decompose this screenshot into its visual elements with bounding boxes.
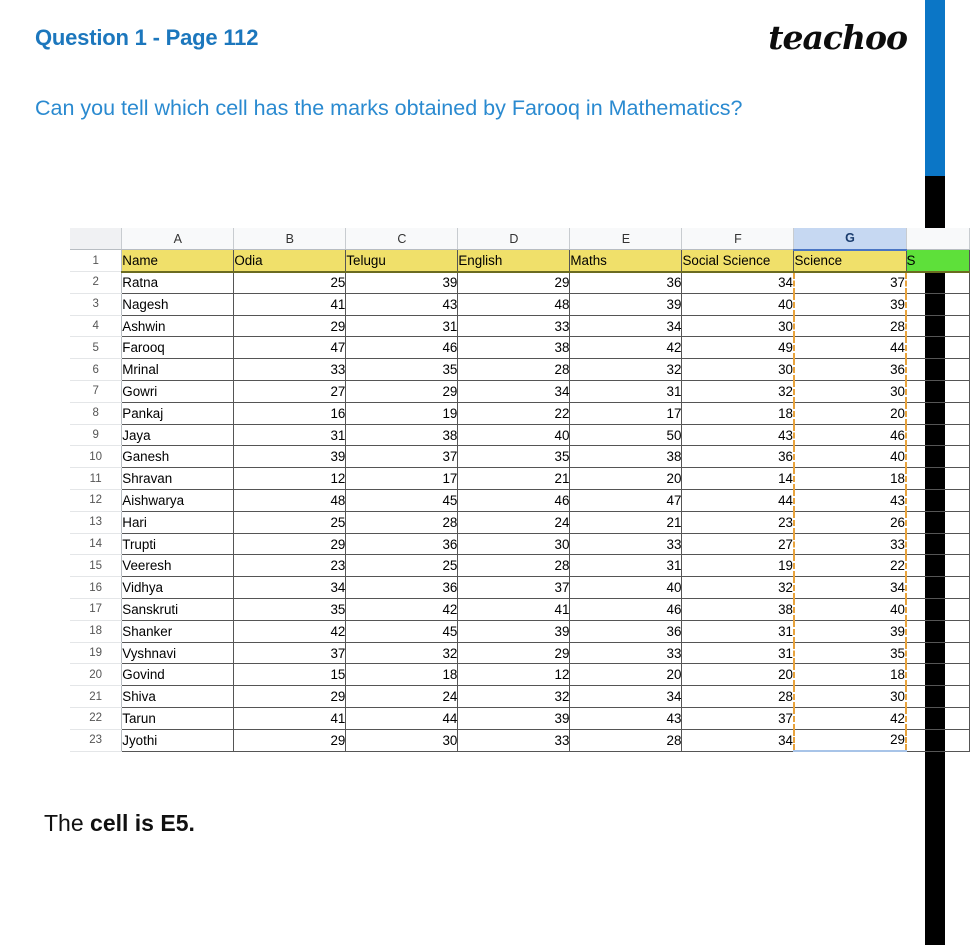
grid-cell[interactable]: 28 <box>458 555 570 577</box>
grid-cell[interactable]: 36 <box>570 272 682 294</box>
grid-cell[interactable]: 46 <box>570 599 682 621</box>
table-row <box>70 686 970 708</box>
grid-cell[interactable]: 26 <box>794 511 906 533</box>
grid-cell[interactable]: 17 <box>570 402 682 424</box>
table-row <box>70 337 970 359</box>
grid-cell[interactable]: Mrinal <box>122 359 234 381</box>
column-header-f[interactable]: F <box>682 228 794 250</box>
grid-cell[interactable]: 31 <box>682 620 794 642</box>
grid-cell[interactable] <box>906 315 970 337</box>
grid-cell[interactable]: 28 <box>458 359 570 381</box>
grid-cell[interactable]: 34 <box>458 381 570 403</box>
grid-cell[interactable]: 15 <box>234 664 346 686</box>
table-row <box>70 402 970 424</box>
grid-cell[interactable]: 43 <box>682 424 794 446</box>
table-row <box>70 490 970 512</box>
grid-cell[interactable]: 20 <box>682 664 794 686</box>
grid-cell[interactable]: 30 <box>682 315 794 337</box>
row-number[interactable]: 19 <box>70 642 122 664</box>
grid-cell[interactable]: 34 <box>682 272 794 294</box>
grid-cell[interactable]: 33 <box>570 642 682 664</box>
grid-cell[interactable]: 38 <box>458 337 570 359</box>
grid-cell[interactable]: 25 <box>234 272 346 294</box>
grid-cell[interactable]: 45 <box>346 490 458 512</box>
grid-cell[interactable]: Tarun <box>122 708 234 730</box>
grid-cell[interactable]: 46 <box>458 490 570 512</box>
grid-cell[interactable]: 18 <box>794 468 906 490</box>
teachoo-logo: teachoo <box>768 18 907 57</box>
grid-cell[interactable] <box>906 468 970 490</box>
grid-cell[interactable]: 33 <box>794 533 906 555</box>
grid-cell[interactable]: 27 <box>682 533 794 555</box>
grid-cell[interactable]: 35 <box>794 642 906 664</box>
table-row <box>70 359 970 381</box>
grid-cell[interactable]: Jaya <box>122 424 234 446</box>
grid-cell[interactable]: 29 <box>234 315 346 337</box>
grid-cell[interactable] <box>906 337 970 359</box>
grid-cell[interactable]: Gowri <box>122 381 234 403</box>
grid-cell[interactable] <box>906 511 970 533</box>
grid-cell[interactable]: 22 <box>794 555 906 577</box>
table-row <box>70 642 970 664</box>
grid-cell[interactable]: Shravan <box>122 468 234 490</box>
select-all-corner[interactable] <box>70 228 122 250</box>
grid-cell[interactable]: 42 <box>234 620 346 642</box>
grid-cell[interactable] <box>906 446 970 468</box>
answer-prefix: The <box>44 810 91 836</box>
row-number[interactable]: 14 <box>70 533 122 555</box>
grid-cell[interactable] <box>906 533 970 555</box>
grid-cell[interactable]: 27 <box>234 381 346 403</box>
grid-cell[interactable]: 42 <box>570 337 682 359</box>
grid-cell[interactable]: 34 <box>234 577 346 599</box>
table-row <box>70 664 970 686</box>
grid-cell[interactable]: 18 <box>682 402 794 424</box>
spreadsheet-table <box>70 228 970 752</box>
grid-cell[interactable]: 30 <box>682 359 794 381</box>
row-number[interactable]: 4 <box>70 315 122 337</box>
grid-cell[interactable]: 35 <box>458 446 570 468</box>
grid-cell[interactable] <box>906 293 970 315</box>
row-number[interactable]: 23 <box>70 729 122 751</box>
table-row <box>70 381 970 403</box>
grid-cell[interactable]: 29 <box>794 729 906 751</box>
column-header-e[interactable]: E <box>570 228 682 250</box>
grid-cell[interactable]: 44 <box>682 490 794 512</box>
grid-cell[interactable]: 35 <box>234 599 346 621</box>
grid-cell[interactable]: 36 <box>682 446 794 468</box>
row-number[interactable]: 7 <box>70 381 122 403</box>
grid-cell[interactable] <box>906 599 970 621</box>
grid-cell[interactable]: 28 <box>794 315 906 337</box>
column-header-row <box>70 228 970 250</box>
grid-cell[interactable]: 21 <box>570 511 682 533</box>
table-row <box>70 315 970 337</box>
grid-cell[interactable]: 34 <box>570 686 682 708</box>
grid-cell[interactable]: 23 <box>234 555 346 577</box>
column-title-cell[interactable]: Name <box>122 250 234 272</box>
column-title-cell[interactable]: Science <box>794 250 906 272</box>
table-row <box>70 272 970 294</box>
answer-emphasis: cell is E5. <box>90 810 195 836</box>
grid-cell[interactable]: 43 <box>794 490 906 512</box>
column-header-b[interactable]: B <box>234 228 346 250</box>
grid-cell[interactable]: 45 <box>346 620 458 642</box>
grid-cell[interactable]: 39 <box>458 708 570 730</box>
grid-cell[interactable]: 39 <box>346 272 458 294</box>
grid-cell[interactable]: 34 <box>570 315 682 337</box>
grid-cell[interactable] <box>906 402 970 424</box>
grid-cell[interactable]: Hari <box>122 511 234 533</box>
grid-cell[interactable]: 29 <box>234 686 346 708</box>
grid-cell[interactable] <box>906 577 970 599</box>
grid-cell[interactable]: Jyothi <box>122 729 234 751</box>
grid-cell[interactable]: 40 <box>794 599 906 621</box>
grid-cell[interactable] <box>906 424 970 446</box>
grid-cell[interactable]: Trupti <box>122 533 234 555</box>
grid-cell[interactable]: Ratna <box>122 272 234 294</box>
column-title-cell[interactable]: Social Science <box>682 250 794 272</box>
table-row <box>70 446 970 468</box>
grid-cell[interactable]: 37 <box>234 642 346 664</box>
grid-cell[interactable]: 39 <box>794 620 906 642</box>
grid-cell[interactable]: 32 <box>570 359 682 381</box>
grid-cell[interactable]: 41 <box>234 708 346 730</box>
right-edge-blue-bar <box>925 0 945 176</box>
grid-cell[interactable]: 36 <box>346 533 458 555</box>
grid-cell[interactable]: 37 <box>682 708 794 730</box>
grid-cell[interactable]: 31 <box>234 424 346 446</box>
grid-cell[interactable]: 14 <box>682 468 794 490</box>
grid-cell[interactable]: 43 <box>346 293 458 315</box>
grid-cell[interactable]: 39 <box>234 446 346 468</box>
grid-cell[interactable]: Vyshnavi <box>122 642 234 664</box>
grid-cell[interactable]: 22 <box>458 402 570 424</box>
grid-cell[interactable]: 37 <box>346 446 458 468</box>
grid-cell[interactable]: 29 <box>346 381 458 403</box>
grid-cell[interactable]: 33 <box>570 533 682 555</box>
grid-cell[interactable]: 33 <box>458 729 570 751</box>
row-number[interactable]: 21 <box>70 686 122 708</box>
grid-cell[interactable]: 47 <box>570 490 682 512</box>
row-number[interactable]: 16 <box>70 577 122 599</box>
grid-cell[interactable]: 36 <box>346 577 458 599</box>
row-number[interactable]: 15 <box>70 555 122 577</box>
grid-cell[interactable]: 34 <box>682 729 794 751</box>
column-title-cell[interactable]: Telugu <box>346 250 458 272</box>
table-row <box>70 577 970 599</box>
grid-cell[interactable] <box>906 490 970 512</box>
table-row <box>70 620 970 642</box>
grid-cell[interactable] <box>906 620 970 642</box>
row-number[interactable]: 5 <box>70 337 122 359</box>
grid-cell[interactable]: Veeresh <box>122 555 234 577</box>
grid-cell[interactable]: 40 <box>570 577 682 599</box>
grid-cell[interactable] <box>906 381 970 403</box>
grid-cell[interactable]: 42 <box>346 599 458 621</box>
table-row <box>70 424 970 446</box>
grid-cell[interactable] <box>906 664 970 686</box>
grid-cell[interactable]: 35 <box>346 359 458 381</box>
grid-cell[interactable]: Vidhya <box>122 577 234 599</box>
grid-cell[interactable]: Nagesh <box>122 293 234 315</box>
grid-cell[interactable]: 33 <box>458 315 570 337</box>
row-number[interactable]: 10 <box>70 446 122 468</box>
grid-cell[interactable]: Farooq <box>122 337 234 359</box>
column-title-cell[interactable]: S <box>906 250 970 272</box>
grid-cell[interactable]: 32 <box>682 381 794 403</box>
grid-cell[interactable]: 25 <box>234 511 346 533</box>
grid-cell[interactable]: 40 <box>458 424 570 446</box>
grid-cell[interactable]: 12 <box>458 664 570 686</box>
column-header-c[interactable]: C <box>346 228 458 250</box>
grid-cell[interactable]: 38 <box>570 446 682 468</box>
grid-cell[interactable]: 20 <box>570 468 682 490</box>
grid-cell[interactable]: 43 <box>570 708 682 730</box>
grid-cell[interactable]: 49 <box>682 337 794 359</box>
grid-cell[interactable]: 24 <box>458 511 570 533</box>
grid-cell[interactable]: 18 <box>794 664 906 686</box>
grid-cell[interactable]: 20 <box>570 664 682 686</box>
grid-cell[interactable]: 37 <box>458 577 570 599</box>
row-number[interactable]: 17 <box>70 599 122 621</box>
table-row <box>70 708 970 730</box>
row-number[interactable]: 11 <box>70 468 122 490</box>
row-number[interactable]: 13 <box>70 511 122 533</box>
grid-cell[interactable]: 39 <box>570 293 682 315</box>
grid-cell[interactable]: Pankaj <box>122 402 234 424</box>
grid-cell[interactable]: 24 <box>346 686 458 708</box>
row-number[interactable]: 20 <box>70 664 122 686</box>
grid-cell[interactable]: 38 <box>346 424 458 446</box>
row-number[interactable]: 8 <box>70 402 122 424</box>
grid-cell[interactable]: 25 <box>346 555 458 577</box>
grid-cell[interactable] <box>906 272 970 294</box>
grid-cell[interactable]: 28 <box>570 729 682 751</box>
grid-cell[interactable]: 44 <box>346 708 458 730</box>
table-row <box>70 511 970 533</box>
grid-cell[interactable]: 40 <box>682 293 794 315</box>
table-row <box>70 555 970 577</box>
column-title-cell[interactable]: English <box>458 250 570 272</box>
grid-cell[interactable]: 19 <box>346 402 458 424</box>
grid-cell[interactable]: 31 <box>682 642 794 664</box>
grid-cell[interactable]: 29 <box>458 642 570 664</box>
answer-text <box>44 810 195 837</box>
grid-cell[interactable] <box>906 642 970 664</box>
grid-cell[interactable]: 37 <box>794 272 906 294</box>
row-number[interactable]: 22 <box>70 708 122 730</box>
grid-cell[interactable]: 30 <box>346 729 458 751</box>
grid-cell[interactable]: Shanker <box>122 620 234 642</box>
grid-cell[interactable]: 18 <box>346 664 458 686</box>
spreadsheet-grid[interactable] <box>70 228 916 758</box>
grid-cell[interactable]: 29 <box>234 533 346 555</box>
grid-cell[interactable]: 34 <box>794 577 906 599</box>
grid-cell[interactable]: 38 <box>682 599 794 621</box>
grid-cell[interactable]: 39 <box>794 293 906 315</box>
grid-cell[interactable]: 28 <box>346 511 458 533</box>
grid-cell[interactable] <box>906 555 970 577</box>
grid-cell[interactable]: Shiva <box>122 686 234 708</box>
row-number[interactable]: 12 <box>70 490 122 512</box>
grid-cell[interactable]: 48 <box>234 490 346 512</box>
grid-cell[interactable]: 32 <box>682 577 794 599</box>
grid-cell[interactable]: 23 <box>682 511 794 533</box>
grid-cell[interactable]: 21 <box>458 468 570 490</box>
row-number[interactable]: 1 <box>70 250 122 272</box>
table-row <box>70 533 970 555</box>
grid-cell[interactable]: 48 <box>458 293 570 315</box>
table-row <box>70 599 970 621</box>
table-row <box>70 250 970 272</box>
table-row <box>70 729 970 751</box>
grid-cell[interactable]: 31 <box>346 315 458 337</box>
grid-cell[interactable] <box>906 686 970 708</box>
grid-cell[interactable] <box>906 708 970 730</box>
grid-cell[interactable]: 46 <box>794 424 906 446</box>
grid-cell[interactable]: 31 <box>570 555 682 577</box>
row-number[interactable]: 18 <box>70 620 122 642</box>
grid-cell[interactable]: 33 <box>234 359 346 381</box>
column-header-h[interactable] <box>906 228 970 250</box>
grid-cell[interactable]: 36 <box>794 359 906 381</box>
grid-cell[interactable]: 16 <box>234 402 346 424</box>
grid-cell[interactable]: 39 <box>458 620 570 642</box>
grid-cell[interactable]: 28 <box>682 686 794 708</box>
grid-cell[interactable]: 40 <box>794 446 906 468</box>
grid-cell[interactable]: 29 <box>234 729 346 751</box>
page-title: Question 1 - Page 112 <box>35 25 259 50</box>
grid-cell[interactable]: Sanskruti <box>122 599 234 621</box>
column-header-g[interactable]: G <box>794 228 906 250</box>
grid-cell[interactable]: 44 <box>794 337 906 359</box>
column-header-d[interactable]: D <box>458 228 570 250</box>
row-number[interactable]: 2 <box>70 272 122 294</box>
table-row <box>70 293 970 315</box>
grid-cell[interactable]: Aishwarya <box>122 490 234 512</box>
grid-cell[interactable]: 29 <box>458 272 570 294</box>
grid-cell[interactable]: Ashwin <box>122 315 234 337</box>
grid-cell[interactable]: 30 <box>794 686 906 708</box>
column-title-cell[interactable]: Odia <box>234 250 346 272</box>
grid-cell[interactable]: 36 <box>570 620 682 642</box>
grid-cell[interactable]: 46 <box>346 337 458 359</box>
grid-cell[interactable]: 41 <box>234 293 346 315</box>
grid-cell[interactable] <box>906 359 970 381</box>
grid-cell[interactable]: 30 <box>458 533 570 555</box>
row-number[interactable]: 6 <box>70 359 122 381</box>
grid-cell[interactable]: 30 <box>794 381 906 403</box>
grid-cell[interactable]: 32 <box>346 642 458 664</box>
grid-cell[interactable]: 42 <box>794 708 906 730</box>
grid-cell[interactable]: 31 <box>570 381 682 403</box>
grid-cell[interactable] <box>906 729 970 751</box>
row-number[interactable]: 3 <box>70 293 122 315</box>
grid-cell[interactable]: 32 <box>458 686 570 708</box>
question-text: Can you tell which cell has the marks obtained by Farooq in Mathematics? <box>35 96 743 120</box>
grid-cell[interactable]: 41 <box>458 599 570 621</box>
grid-cell[interactable]: 17 <box>346 468 458 490</box>
row-number[interactable]: 9 <box>70 424 122 446</box>
table-row <box>70 468 970 490</box>
column-header-a[interactable]: A <box>122 228 234 250</box>
grid-cell[interactable]: 12 <box>234 468 346 490</box>
grid-cell[interactable]: 47 <box>234 337 346 359</box>
grid-cell[interactable]: Ganesh <box>122 446 234 468</box>
grid-cell[interactable]: 50 <box>570 424 682 446</box>
grid-cell[interactable]: 20 <box>794 402 906 424</box>
column-title-cell[interactable]: Maths <box>570 250 682 272</box>
grid-cell[interactable]: 19 <box>682 555 794 577</box>
grid-cell[interactable]: Govind <box>122 664 234 686</box>
